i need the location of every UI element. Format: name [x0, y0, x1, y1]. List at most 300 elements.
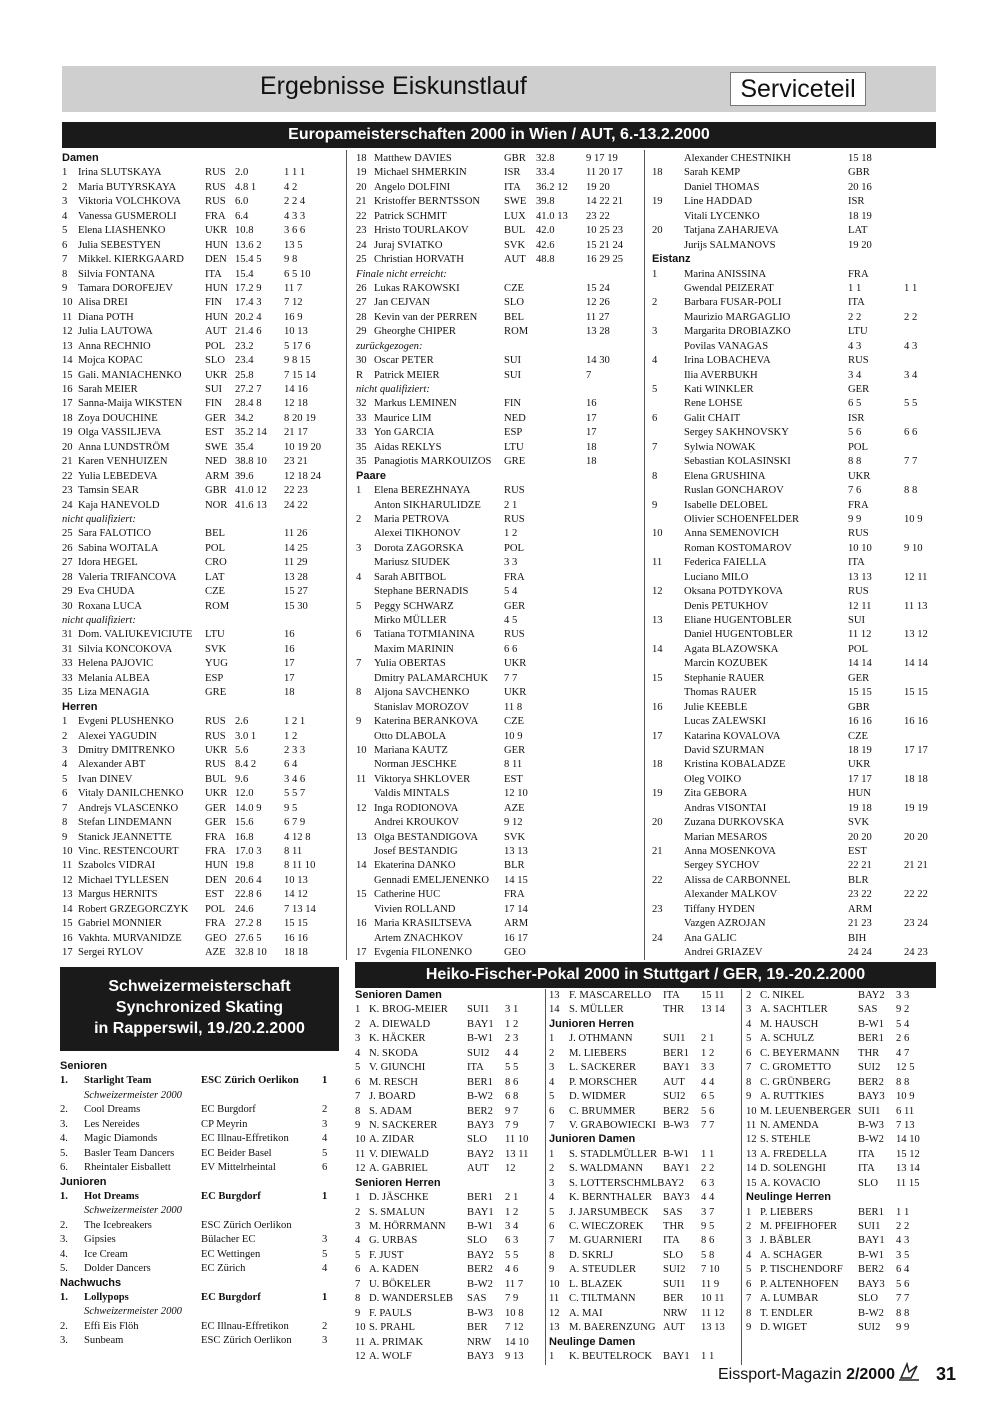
cell: Jan CEJVAN — [374, 297, 431, 309]
cell: 1 1 — [848, 282, 862, 294]
cell: Rheintaler Eisballett — [84, 1162, 171, 1174]
cell: Anna SEMENOVICH — [684, 528, 780, 540]
cell: 5 — [746, 1033, 752, 1045]
list-item — [549, 1061, 739, 1075]
cell: FRA — [848, 499, 869, 511]
cell: 28 — [356, 311, 367, 323]
cell: 41.0 13 — [536, 210, 568, 222]
list-item — [62, 426, 344, 440]
list-item — [62, 614, 344, 628]
list-item — [60, 1176, 345, 1190]
cell: BAY1 — [858, 1235, 885, 1247]
cell: 5 — [322, 1248, 328, 1260]
cell: BLR — [504, 860, 525, 872]
cell: 16 — [284, 643, 295, 655]
cell: SUI1 — [858, 1221, 881, 1232]
cell: 15 24 — [586, 282, 610, 294]
cell: Lollypops — [84, 1292, 129, 1303]
cell: 24 24 — [848, 947, 872, 959]
cell: 11 — [746, 1119, 757, 1131]
cell: NRW — [467, 1336, 492, 1348]
list-item — [652, 758, 936, 772]
cell: 12 10 — [504, 788, 528, 800]
cell: F. JUST — [369, 1249, 404, 1261]
list-item — [549, 1018, 739, 1032]
cell: GER — [205, 412, 227, 424]
cell: 3 — [746, 1235, 752, 1247]
cell: HUN — [205, 860, 228, 872]
list-item — [60, 1204, 345, 1218]
cell: B-W3 — [858, 1119, 884, 1131]
cell: 6 — [62, 239, 68, 251]
cell: RUS — [205, 730, 226, 742]
cell: 9 — [746, 1322, 752, 1334]
cell: Sebastian KOLASINSKI — [684, 456, 791, 468]
cell: BER — [467, 1322, 488, 1334]
cell: SVK — [504, 239, 526, 251]
cell: 19 — [356, 167, 367, 179]
cell: 13 — [746, 1148, 757, 1160]
cell: 2 3 3 — [284, 744, 306, 756]
cell: 5 4 — [896, 1018, 910, 1030]
cell: 41.0 12 — [235, 485, 267, 497]
cell: BAY1 — [467, 1018, 494, 1030]
cell: Les Nereides — [84, 1118, 140, 1130]
cell: 48.8 — [536, 254, 555, 266]
sm-title-box — [60, 967, 339, 1051]
cell: Christian HORVATH — [374, 254, 464, 266]
cell: K. BEUTELROCK — [569, 1350, 652, 1362]
list-item — [652, 932, 936, 946]
cell: N. SKODA — [369, 1047, 419, 1059]
cell: 16 17 — [504, 932, 528, 944]
cell: 7 — [62, 254, 68, 266]
cell: 5 5 — [904, 398, 918, 410]
list-item — [652, 369, 936, 383]
list-item — [355, 1321, 541, 1335]
em-title-bar: Europameisterschaften 2000 in Wien / AUT, 6.-13.2.2000 — [62, 122, 936, 148]
cell: 10 — [652, 528, 663, 540]
cell: 8 — [549, 1249, 555, 1261]
cell: Anna RECHNIO — [78, 340, 151, 352]
cell: 1 2 1 — [284, 716, 306, 728]
cell: BER2 — [858, 1264, 884, 1276]
cell: BAY1 — [467, 1206, 494, 1218]
cell: B-W3 — [663, 1119, 689, 1131]
cell: Stefan LINDEMANN — [78, 817, 172, 829]
cell: 10 19 20 — [284, 441, 322, 453]
cell: 12 — [652, 586, 663, 598]
list-item — [652, 845, 936, 859]
cell: 20 20 — [904, 831, 928, 843]
list-item — [356, 628, 638, 642]
list-item — [60, 1161, 345, 1175]
cell: BAY2 — [467, 1148, 494, 1160]
cell: Oscar PETER — [374, 355, 434, 367]
cell: SLO — [858, 1177, 879, 1189]
cell: Cool Dreams — [84, 1104, 141, 1116]
cell: 1 — [62, 167, 68, 179]
cell: 7 7 — [701, 1119, 715, 1131]
cell: ISR — [504, 167, 521, 179]
cell: NRW — [663, 1307, 688, 1319]
cell: 15 — [62, 918, 73, 930]
list-item — [652, 397, 936, 411]
cell: Hristo TOURLAKOV — [374, 225, 469, 237]
cell: 10 9 — [504, 730, 523, 742]
cell: P. ALTENHOFEN — [760, 1278, 839, 1290]
list-item — [62, 932, 344, 946]
cell: L. BLAZEK — [569, 1278, 623, 1290]
cell: Kristoffer BERNTSSON — [374, 196, 481, 208]
list-item — [652, 484, 936, 498]
cell: 14 22 21 — [586, 196, 624, 208]
cell: P. LIEBERS — [760, 1206, 813, 1218]
cell: A. FREDELLA — [760, 1148, 828, 1160]
cell: EC Illnau-Effretikon — [201, 1133, 289, 1145]
cell: NED — [504, 412, 526, 424]
cell: 6 5 — [848, 398, 862, 410]
cell: Barbara FUSAR-POLI — [684, 297, 782, 309]
cell: 10 13 — [284, 874, 308, 886]
cell: 4 — [62, 759, 68, 771]
cell: BAY2 — [467, 1249, 494, 1261]
cell: C. NIKEL — [760, 990, 805, 1001]
cell: 16 16 — [848, 716, 872, 728]
cell: 13 — [62, 889, 73, 901]
cell: LAT — [205, 571, 225, 583]
cell: 25 — [356, 254, 367, 266]
cell: 17.0 3 — [235, 846, 262, 857]
cell: Margarita DROBIAZKO — [684, 326, 791, 338]
cell: ARM — [504, 918, 529, 930]
list-item — [652, 874, 936, 888]
cell: 22 21 — [848, 860, 872, 872]
cell: 8 6 — [701, 1235, 715, 1247]
cell: 2. — [60, 1320, 68, 1332]
cell: Alexei YAGUDIN — [78, 730, 157, 742]
cell: Sarah ABITBOL — [374, 571, 447, 583]
cell: 10 8 — [505, 1307, 524, 1319]
cell: Robert GRZEGORCZYK — [78, 903, 189, 915]
cell: M. PFEIFHOFER — [760, 1221, 838, 1232]
list-item — [62, 470, 344, 484]
cell: 3 — [62, 196, 68, 208]
list-item — [549, 1321, 739, 1335]
cell: 7 13 — [896, 1119, 915, 1131]
cell: 4 3 — [896, 1235, 910, 1247]
list-item — [356, 701, 638, 715]
cell: 18 18 — [904, 773, 928, 785]
cell: F. MASCARELLO — [569, 990, 652, 1001]
cell: B-W2 — [858, 1307, 884, 1319]
cell: Anton SIKHARULIDZE — [374, 499, 481, 511]
cell: SLO — [504, 297, 525, 309]
cell: 12 — [62, 874, 73, 886]
cell: C. GRÜNBERG — [760, 1076, 831, 1088]
cell: 10 9 — [904, 513, 923, 525]
cell: 2 2 4 — [284, 196, 306, 208]
cell: Kaja HANEVOLD — [78, 499, 160, 511]
cell: 9 13 — [505, 1350, 524, 1362]
cell: Denis PETUKHOV — [684, 600, 769, 612]
cell: BER — [663, 1293, 684, 1305]
cell: ROM — [504, 326, 529, 338]
cell: Liza MENAGIA — [78, 687, 150, 699]
cell: 11 12 — [701, 1307, 725, 1319]
cell: 11 15 — [896, 1177, 920, 1189]
cell: RUS — [205, 716, 226, 728]
cell: 21 — [356, 196, 367, 208]
cell: 14 10 — [505, 1336, 529, 1348]
cell: 6 5 10 — [284, 268, 311, 280]
cell: Andrei KROUKOV — [374, 817, 460, 829]
cell: 15 18 — [848, 153, 872, 164]
cell: 19 — [652, 196, 663, 208]
cell: 2 — [549, 1047, 555, 1059]
list-item — [355, 1292, 541, 1306]
cell: 12 11 — [904, 571, 928, 583]
cell: Ice Cream — [84, 1248, 128, 1260]
cell: 10 9 — [896, 1091, 915, 1103]
cell: 6 6 — [904, 427, 918, 439]
cell: ITA — [663, 990, 680, 1001]
cell: BER1 — [858, 1206, 884, 1218]
cell: 24 — [652, 932, 663, 944]
cell: 24 — [62, 499, 73, 511]
cell: Maria BUTYRSKAYA — [78, 181, 177, 193]
cell: 3 — [549, 1177, 555, 1189]
cell: Junioren — [60, 1175, 107, 1188]
cell: Elena GRUSHINA — [684, 470, 766, 482]
cell: 13 13 — [701, 1322, 725, 1334]
cell: 3. — [60, 1118, 68, 1130]
list-item — [356, 946, 638, 960]
cell: Paare — [356, 469, 386, 482]
cell: 18 19 — [848, 744, 872, 756]
cell: 6.0 — [235, 196, 249, 208]
cell: Sara FALOTICO — [78, 528, 152, 540]
cell: 1 1 — [904, 282, 918, 294]
cell: 3 — [322, 1335, 328, 1347]
cell: Ilia AVERBUKH — [684, 369, 758, 381]
cell: Melania ALBEA — [78, 672, 151, 684]
list-item — [62, 484, 344, 498]
cell: 5 6 — [848, 427, 862, 439]
cell: Otto DLABOLA — [374, 730, 447, 742]
cell: FIN — [504, 398, 522, 410]
cell: 4 — [322, 1133, 328, 1145]
list-item — [652, 412, 936, 426]
cell: B-W1 — [663, 1148, 689, 1160]
cell: CZE — [205, 586, 226, 598]
cell: D. JÄSCHKE — [369, 1192, 429, 1204]
cell: 6 11 — [896, 1105, 915, 1117]
list-item — [652, 859, 936, 873]
cell: DEN — [205, 874, 227, 886]
cell: 23.4 — [235, 355, 254, 367]
list-item — [652, 701, 936, 715]
list-item — [62, 701, 344, 715]
cell: 5 6 — [701, 1105, 715, 1117]
cell: Helena PAJOVIC — [78, 658, 154, 670]
cell: 2 2 — [848, 311, 862, 323]
cell: 5.6 — [235, 744, 249, 756]
cell: HUN — [205, 239, 228, 251]
cell: 35.4 — [235, 441, 254, 453]
cell: 11 7 — [505, 1278, 524, 1290]
list-item — [62, 859, 344, 873]
list-item — [62, 585, 344, 599]
cell: 27 — [62, 557, 73, 569]
cell: 25.8 — [235, 369, 254, 381]
cell: RUS — [848, 355, 869, 367]
cell: EC Illnau-Effretikon — [201, 1320, 289, 1332]
cell: GRE — [205, 687, 227, 699]
em-column-2 — [356, 152, 638, 960]
cell: Senioren Damen — [355, 989, 442, 1001]
cell: 11 26 — [284, 528, 308, 540]
cell: 2 — [62, 181, 68, 193]
cell: R — [356, 369, 364, 381]
cell: 12 18 — [284, 398, 308, 410]
cell: 11 — [652, 557, 663, 569]
list-item — [549, 1206, 739, 1220]
list-item — [356, 657, 638, 671]
cell: ROM — [205, 600, 230, 612]
cell: 4 3 3 — [284, 210, 306, 222]
cell: 21 23 — [848, 918, 872, 930]
list-item — [62, 946, 344, 960]
list-item — [652, 715, 936, 729]
cell: Andras VISONTAI — [684, 802, 767, 814]
cell: FRA — [205, 918, 226, 930]
cell: 17.2 9 — [235, 282, 262, 294]
cell: Jurijs SALMANOVS — [684, 239, 776, 251]
list-item — [355, 1047, 541, 1061]
list-item — [62, 744, 344, 758]
cell: 18 — [586, 456, 597, 468]
list-item — [356, 730, 638, 744]
cell: ITA — [848, 557, 865, 569]
cell: K. BROG-MEIER — [369, 1004, 448, 1016]
list-item — [62, 571, 344, 585]
cell: Eva CHUDA — [78, 586, 135, 598]
cell: 9 12 — [504, 817, 523, 829]
cell: 11 — [355, 1148, 366, 1160]
list-item — [652, 325, 936, 339]
cell: GER — [504, 744, 526, 756]
cell: 7 — [746, 1062, 752, 1074]
cell: 17 14 — [504, 903, 528, 915]
cell: 15.4 5 — [235, 254, 262, 266]
list-item — [356, 268, 638, 282]
cell: 6 — [746, 1047, 752, 1059]
cell: Julie KEEBLE — [684, 701, 748, 713]
cell: LAT — [848, 225, 868, 237]
cell: SVK — [205, 643, 227, 655]
cell: Tamara DOROFEJEV — [78, 282, 173, 294]
cell: 1 — [652, 268, 658, 280]
cell: Olivier SCHOENFELDER — [684, 513, 800, 525]
list-item — [355, 1105, 541, 1119]
cell: 7 13 14 — [284, 903, 316, 915]
list-item — [652, 181, 936, 195]
list-item — [356, 831, 638, 845]
list-item — [652, 268, 936, 282]
cell: Julia LAUTOWA — [78, 326, 153, 338]
cell: 1 — [356, 485, 362, 497]
cell: 7 — [549, 1119, 555, 1131]
cell: 16 16 — [904, 716, 928, 728]
cell: Tatiana TOTMIANINA — [374, 629, 475, 641]
cell: FRA — [205, 846, 226, 857]
cell: POL — [205, 903, 226, 915]
cell: 9 8 15 — [284, 355, 311, 367]
cell: D. SKRLJ — [569, 1249, 614, 1261]
column-divider — [644, 150, 645, 960]
list-item — [746, 1249, 936, 1263]
cell: 9 — [355, 1307, 361, 1319]
cell: 17 17 — [904, 744, 928, 756]
cell: 2 — [549, 1163, 555, 1175]
cell: 6 4 — [284, 759, 298, 771]
cell: Olga VASSILJEVA — [78, 427, 162, 439]
cell: S. PRAHL — [369, 1322, 415, 1334]
cell: SLO — [663, 1249, 684, 1261]
list-item — [746, 989, 936, 1003]
cell: 4 — [746, 1249, 752, 1261]
list-item — [62, 412, 344, 426]
list-item — [652, 571, 936, 585]
list-item — [652, 614, 936, 628]
cell: Daniel HUGENTOBLER — [684, 629, 793, 641]
cell: Mariana KAUTZ — [374, 744, 448, 756]
list-item — [62, 773, 344, 787]
cell: Irina LOBACHEVA — [684, 355, 771, 367]
list-item — [355, 1018, 541, 1032]
cell: D. WIDMER — [569, 1091, 626, 1103]
cell: 8 — [356, 687, 362, 699]
cell: 21 — [652, 846, 663, 857]
cell: Aljona SAVCHENKO — [374, 687, 470, 699]
list-item — [355, 1133, 541, 1147]
cell: 8 — [355, 1293, 361, 1305]
cell: B-W2 — [467, 1091, 493, 1103]
cell: Maria PETROVA — [374, 513, 450, 525]
sm-title-line-3: in Rapperswil, 19./20.2.2000 — [94, 1020, 305, 1037]
cell: 23 24 — [904, 918, 928, 930]
cell: 17 — [652, 730, 663, 742]
list-item — [60, 1147, 345, 1161]
cell: YUG — [205, 658, 228, 670]
cell: EST — [848, 846, 867, 857]
cell: SUI1 — [467, 1004, 490, 1016]
cell: 6 — [652, 412, 658, 424]
cell: 3 — [355, 1033, 361, 1045]
list-item — [62, 643, 344, 657]
cell: 20 16 — [848, 181, 872, 193]
list-item — [549, 1076, 739, 1090]
list-item — [652, 152, 936, 166]
cell: 7 — [356, 658, 362, 670]
cell: BAY3 — [663, 1192, 690, 1204]
skater-logo-icon — [897, 1360, 921, 1382]
cell: BAY2 — [858, 990, 885, 1001]
list-item — [652, 773, 936, 787]
cell: THR — [663, 1221, 685, 1232]
cell: Starlight Team — [84, 1075, 152, 1087]
